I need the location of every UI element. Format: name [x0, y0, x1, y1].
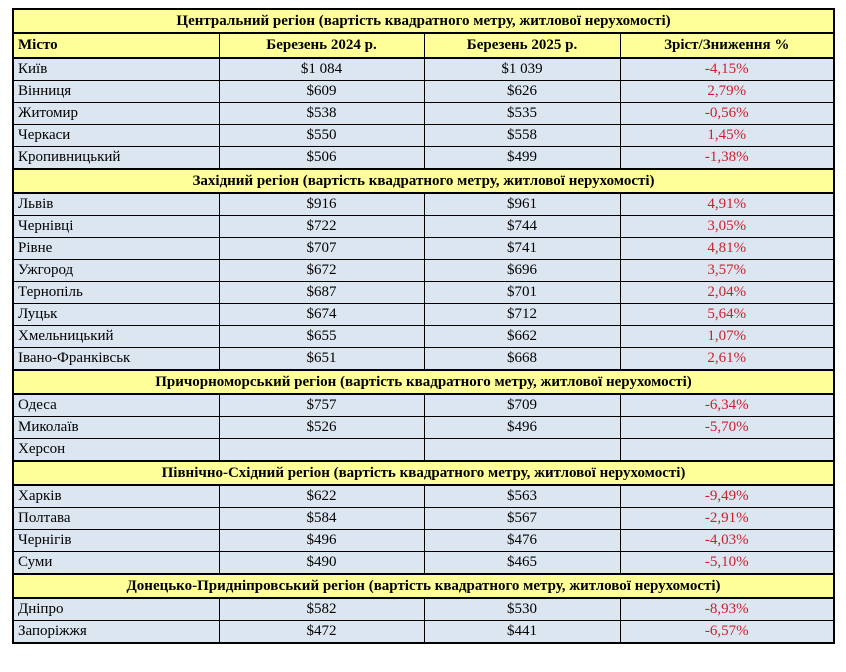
city-cell: Івано-Франківськ: [13, 348, 219, 371]
price-2024-cell: $707: [219, 238, 424, 260]
change-cell: 2,79%: [620, 81, 834, 103]
price-2024-cell: $672: [219, 260, 424, 282]
city-cell: Черкаси: [13, 125, 219, 147]
price-2025-cell: $535: [424, 103, 620, 125]
change-cell: -2,91%: [620, 508, 834, 530]
change-cell: [620, 439, 834, 462]
change-cell: 2,61%: [620, 348, 834, 371]
table-row-lviv: [13, 193, 834, 216]
change-cell: 4,91%: [620, 193, 834, 216]
price-2024-cell: $582: [219, 598, 424, 621]
change-cell: 1,07%: [620, 326, 834, 348]
column-header-city: Місто: [13, 33, 219, 58]
price-2025-cell: $530: [424, 598, 620, 621]
table-row-ternopil: [13, 282, 834, 304]
city-cell: Львів: [13, 193, 219, 216]
change-cell: 5,64%: [620, 304, 834, 326]
price-2025-cell: $626: [424, 81, 620, 103]
city-cell: Запоріжжя: [13, 621, 219, 644]
city-cell: Кропивницький: [13, 147, 219, 170]
region-header-row-north-east: [13, 461, 834, 485]
price-2024-cell: $506: [219, 147, 424, 170]
region-header-north-east: Північно-Східний регіон (вартість квадратного метру, житлової нерухомості): [13, 461, 834, 485]
price-2024-cell: $550: [219, 125, 424, 147]
price-2024-cell: $722: [219, 216, 424, 238]
change-cell: 1,45%: [620, 125, 834, 147]
city-cell: Харків: [13, 485, 219, 508]
price-2024-cell: $526: [219, 417, 424, 439]
city-cell: Суми: [13, 552, 219, 575]
city-cell: Полтава: [13, 508, 219, 530]
region-header-central: Центральний регіон (вартість квадратного метру, житлової нерухомості): [13, 9, 834, 33]
city-cell: Тернопіль: [13, 282, 219, 304]
price-2024-cell: $651: [219, 348, 424, 371]
change-cell: 3,57%: [620, 260, 834, 282]
change-cell: -4,03%: [620, 530, 834, 552]
price-2025-cell: $476: [424, 530, 620, 552]
table-row-lutsk: [13, 304, 834, 326]
change-cell: -6,57%: [620, 621, 834, 644]
table-row-dnipro: [13, 598, 834, 621]
column-header-change: Зріст/Зниження %: [620, 33, 834, 58]
table-row-odesa: [13, 394, 834, 417]
table-row-cherkasy: [13, 125, 834, 147]
change-cell: -6,34%: [620, 394, 834, 417]
price-2024-cell: $757: [219, 394, 424, 417]
price-2025-cell: $465: [424, 552, 620, 575]
price-2025-cell: $961: [424, 193, 620, 216]
region-header-donetsk-dnipro: Донецько-Придніпровський регіон (вартість квадратного метру, житлової нерухомості): [13, 574, 834, 598]
city-cell: Одеса: [13, 394, 219, 417]
city-cell: Чернівці: [13, 216, 219, 238]
price-2025-cell: $567: [424, 508, 620, 530]
city-cell: Київ: [13, 58, 219, 81]
price-2025-cell: $496: [424, 417, 620, 439]
change-cell: -5,10%: [620, 552, 834, 575]
price-2025-cell: [424, 439, 620, 462]
table-row-poltava: [13, 508, 834, 530]
price-2025-cell: $558: [424, 125, 620, 147]
price-2025-cell: $712: [424, 304, 620, 326]
change-cell: 3,05%: [620, 216, 834, 238]
price-2025-cell: $696: [424, 260, 620, 282]
table-row-sumy: [13, 552, 834, 575]
price-2025-cell: $701: [424, 282, 620, 304]
price-2025-cell: $741: [424, 238, 620, 260]
region-header-row-central: [13, 9, 834, 33]
price-2025-cell: $563: [424, 485, 620, 508]
table-row-chernihiv: [13, 530, 834, 552]
price-2024-cell: $538: [219, 103, 424, 125]
city-cell: Миколаїв: [13, 417, 219, 439]
change-cell: -1,38%: [620, 147, 834, 170]
price-2024-cell: $655: [219, 326, 424, 348]
region-header-row-black-sea: [13, 370, 834, 394]
real-estate-price-table: [12, 8, 835, 644]
price-2025-cell: $709: [424, 394, 620, 417]
price-2024-cell: $1 084: [219, 58, 424, 81]
city-cell: Рівне: [13, 238, 219, 260]
table-row-khmelnytskyi: [13, 326, 834, 348]
city-cell: Ужгород: [13, 260, 219, 282]
table-row-chernivtsi: [13, 216, 834, 238]
column-header-mar2025: Березень 2025 р.: [424, 33, 620, 58]
price-2024-cell: $496: [219, 530, 424, 552]
table-row-kyiv: [13, 58, 834, 81]
column-header-mar2024: Березень 2024 р.: [219, 33, 424, 58]
table-row-rivne: [13, 238, 834, 260]
change-cell: 4,81%: [620, 238, 834, 260]
region-header-row-western: [13, 169, 834, 193]
region-header-row-donetsk-dnipro: [13, 574, 834, 598]
change-cell: -4,15%: [620, 58, 834, 81]
change-cell: 2,04%: [620, 282, 834, 304]
price-2024-cell: $490: [219, 552, 424, 575]
city-cell: Житомир: [13, 103, 219, 125]
price-2025-cell: $499: [424, 147, 620, 170]
price-2025-cell: $668: [424, 348, 620, 371]
price-2024-cell: $622: [219, 485, 424, 508]
table-row-vinnytsia: [13, 81, 834, 103]
table-row-uzhhorod: [13, 260, 834, 282]
price-2024-cell: $916: [219, 193, 424, 216]
table-row-mykolaiv: [13, 417, 834, 439]
table-row-kherson: [13, 439, 834, 462]
price-2024-cell: $584: [219, 508, 424, 530]
city-cell: Херсон: [13, 439, 219, 462]
price-2024-cell: [219, 439, 424, 462]
price-2024-cell: $472: [219, 621, 424, 644]
city-cell: Вінниця: [13, 81, 219, 103]
city-cell: Дніпро: [13, 598, 219, 621]
price-2025-cell: $744: [424, 216, 620, 238]
table-row-zaporizhzhia: [13, 621, 834, 644]
city-cell: Чернігів: [13, 530, 219, 552]
price-2025-cell: $1 039: [424, 58, 620, 81]
change-cell: -5,70%: [620, 417, 834, 439]
region-header-black-sea: Причорноморський регіон (вартість квадратного метру, житлової нерухомості): [13, 370, 834, 394]
column-header-row: [13, 33, 834, 58]
table-row-kharkiv: [13, 485, 834, 508]
change-cell: -0,56%: [620, 103, 834, 125]
price-2024-cell: $674: [219, 304, 424, 326]
price-2025-cell: $662: [424, 326, 620, 348]
real-estate-price-table-wrap: [12, 8, 835, 644]
change-cell: -9,49%: [620, 485, 834, 508]
table-row-zhytomyr: [13, 103, 834, 125]
price-2024-cell: $609: [219, 81, 424, 103]
table-row-kropyvnytskyi: [13, 147, 834, 170]
region-header-western: Західний регіон (вартість квадратного метру, житлової нерухомості): [13, 169, 834, 193]
price-2024-cell: $687: [219, 282, 424, 304]
city-cell: Луцьк: [13, 304, 219, 326]
table-row-ivano-frankivsk: [13, 348, 834, 371]
city-cell: Хмельницький: [13, 326, 219, 348]
change-cell: -8,93%: [620, 598, 834, 621]
price-2025-cell: $441: [424, 621, 620, 644]
